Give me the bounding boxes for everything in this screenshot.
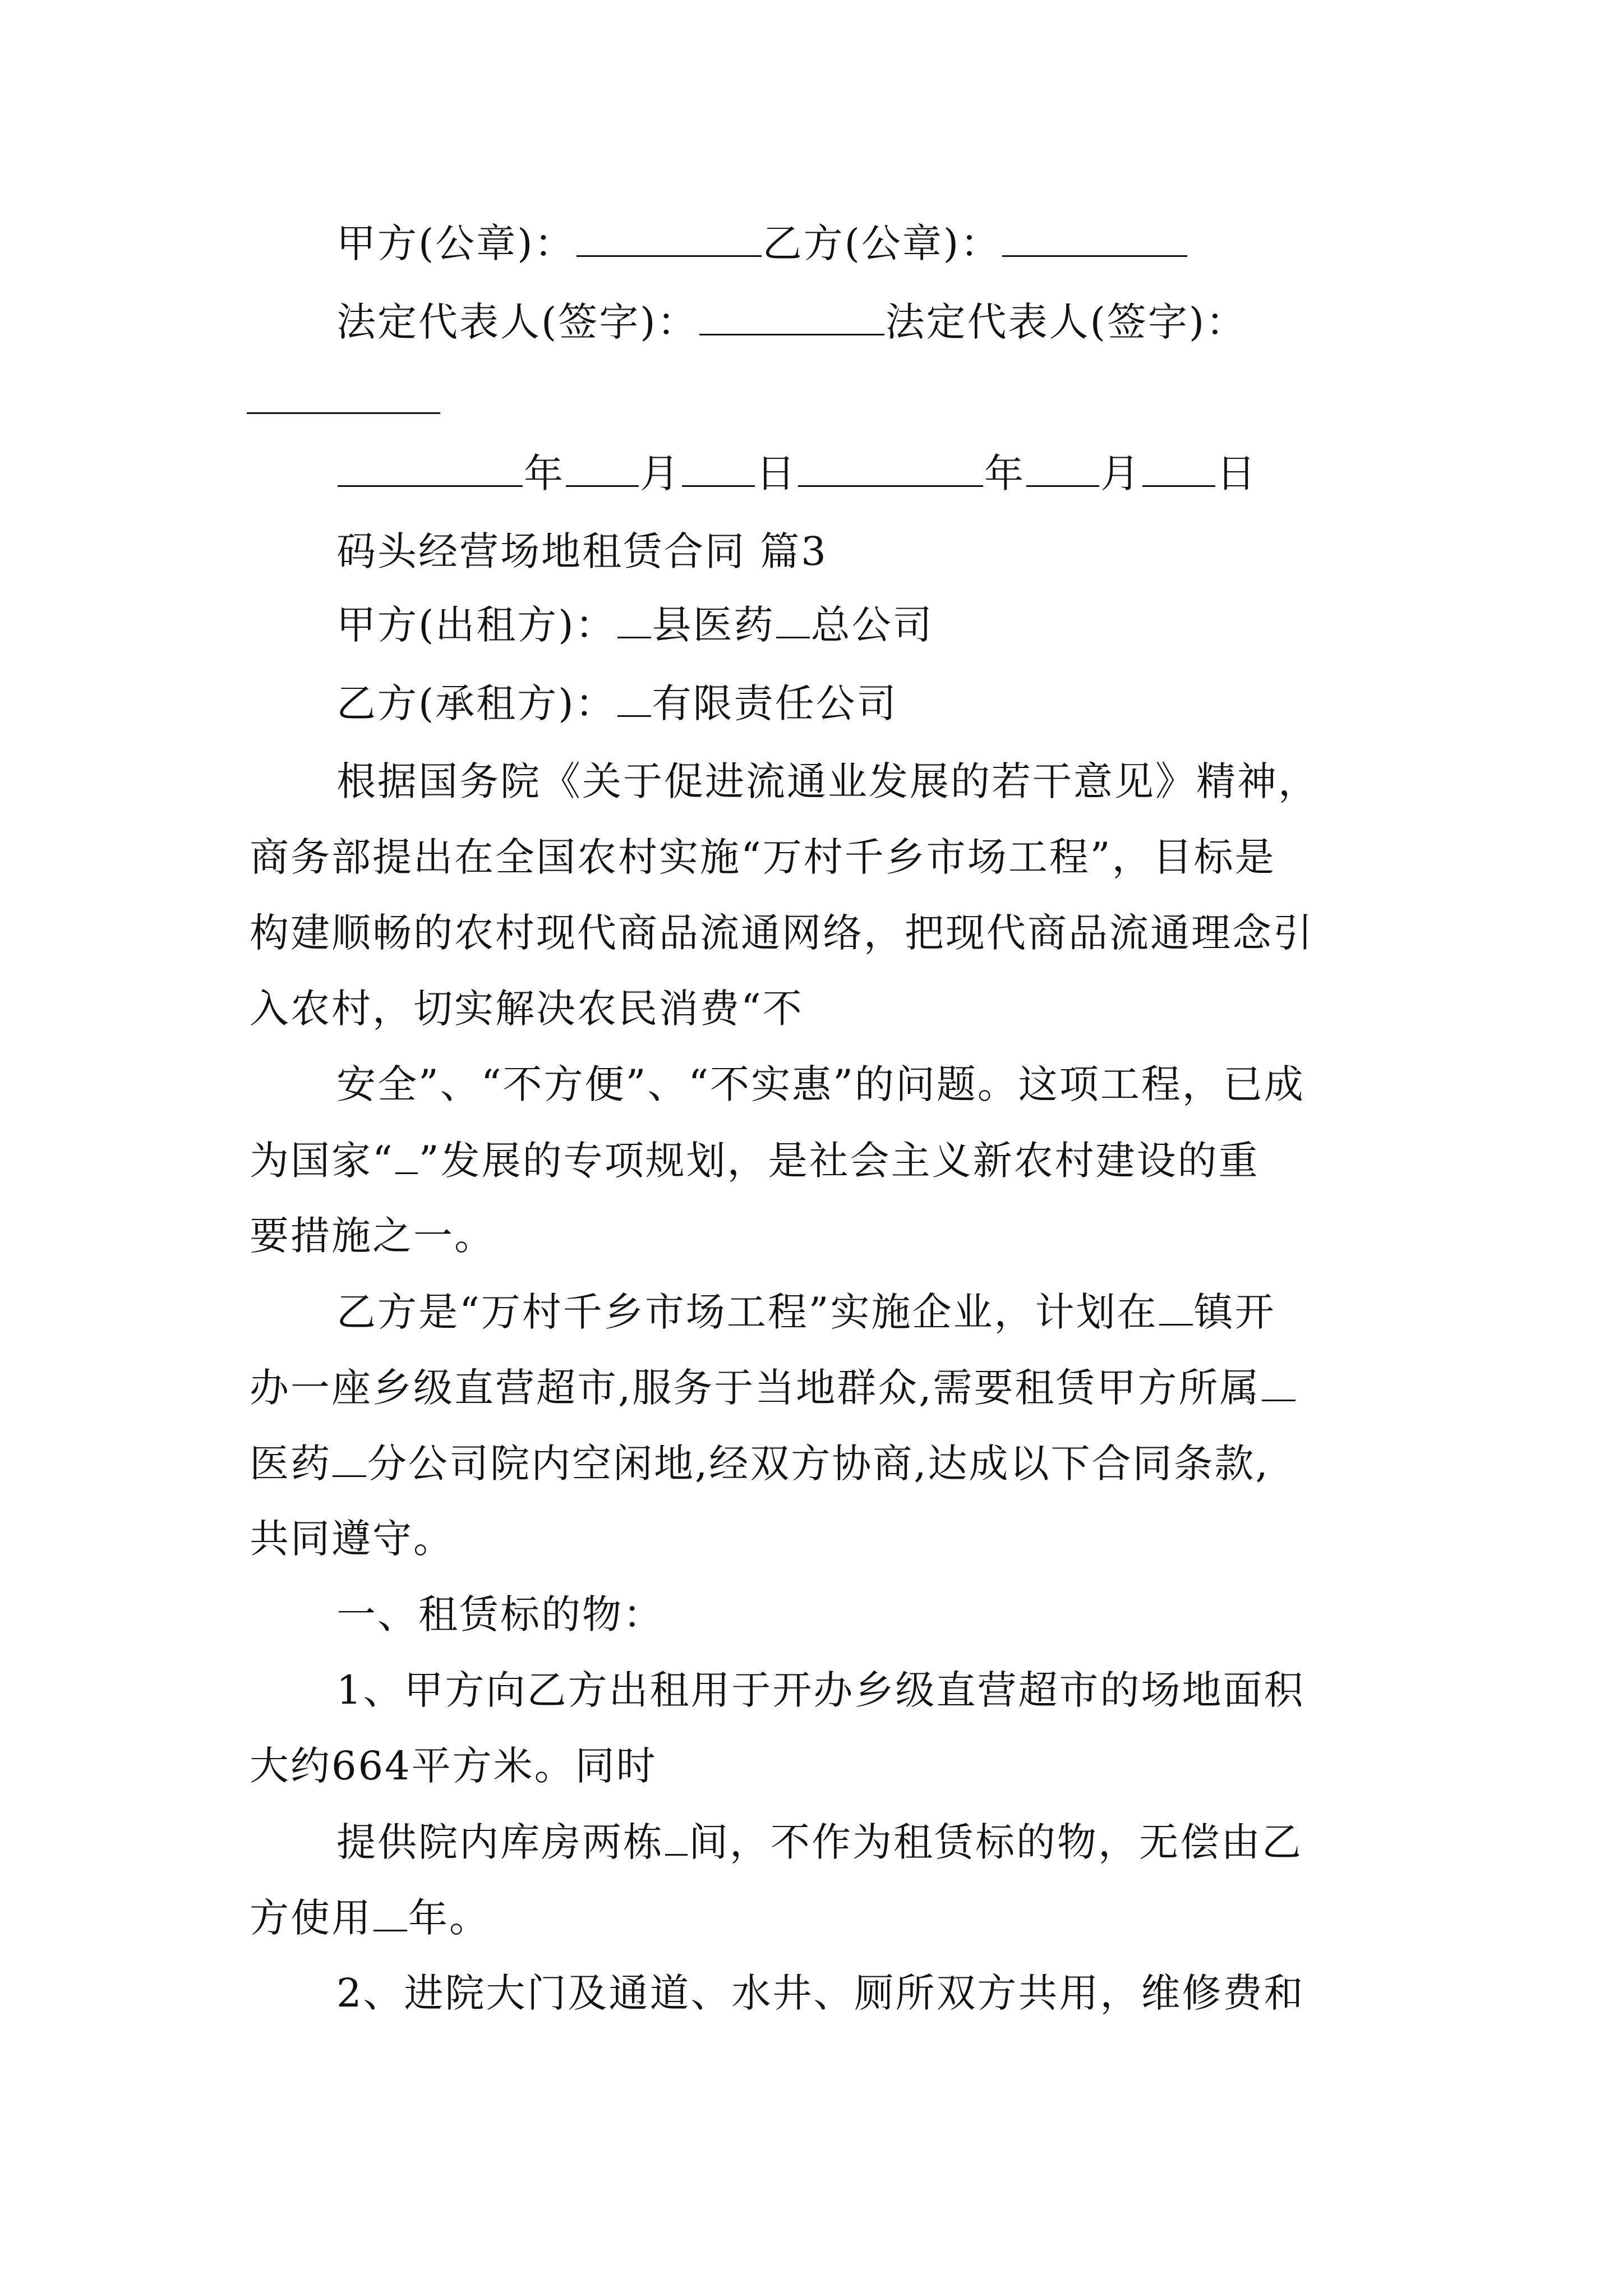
- body-line-6-start: 为国家“: [250, 1138, 394, 1184]
- body-line-3: 构建顺畅的农村现代商品流通网络，把现代商品流通理念引: [250, 910, 1314, 956]
- clause-1-line-4: [250, 1890, 1388, 1945]
- year-a-blank: [338, 446, 523, 487]
- body-line-1: 根据国务院《关于促进流通业发展的若干意见》精神，: [336, 758, 1319, 804]
- seal-line: [336, 216, 1475, 270]
- clause-1-line-3-start: 提供院内库房两栋: [336, 1819, 664, 1865]
- rep-b-blank: [247, 412, 440, 414]
- body-line-9: [250, 1360, 1388, 1415]
- clause-1-line-4-end: 年。: [408, 1895, 490, 1941]
- representative-line: [336, 295, 1475, 349]
- years-blank: [374, 1890, 407, 1931]
- body-line-9-text: 办一座乡级直营超市,服务于当地群众,需要租赁甲方所属: [250, 1365, 1261, 1411]
- lessor-blank-2: [776, 597, 810, 638]
- branch-blank: [333, 1436, 366, 1477]
- party-a-seal-label: 甲方(公章)：: [336, 220, 575, 266]
- town-blank: [1159, 1285, 1193, 1326]
- party-b-seal-label: 乙方(公章)：: [762, 220, 1002, 266]
- rep-a-blank: [699, 295, 884, 335]
- clause-1-line-3-end: 间，不作为租赁标的物，无偿由乙: [689, 1819, 1303, 1865]
- lessor-company: 总公司: [810, 602, 934, 648]
- body-line-10-start: 医药: [250, 1441, 331, 1487]
- body-line-7: 要措施之一。: [250, 1213, 495, 1259]
- day-b-label: 日: [1216, 450, 1257, 496]
- body-line-4: 入农村，切实解决农民消费“不: [250, 986, 804, 1032]
- lessee-name: 有限责任公司: [652, 680, 898, 726]
- body-line-10-end: 分公司院内空闲地,经双方协商,达成以下合同条款,: [367, 1441, 1270, 1487]
- clause-1-line-2: 大约664平方米。同时: [250, 1743, 657, 1789]
- month-a-blank: [566, 446, 639, 487]
- body-line-8: [336, 1285, 1475, 1339]
- year-b-label: 年: [984, 450, 1025, 496]
- year-a-label: 年: [524, 450, 565, 496]
- lessee-label: 乙方(承租方)：: [336, 680, 616, 726]
- lessor-line: [336, 597, 1475, 652]
- rep-b-label: 法定代表人(签字)：: [885, 299, 1247, 345]
- body-line-11: 共同遵守。: [250, 1516, 454, 1562]
- day-b-blank: [1142, 446, 1215, 487]
- party-b-seal-blank: [1002, 216, 1187, 257]
- owner-blank: [1262, 1360, 1295, 1401]
- body-line-10: [250, 1436, 1388, 1490]
- lessee-blank: [617, 676, 651, 717]
- clause-1-line-4-start: 方使用: [250, 1895, 372, 1941]
- clause-heading: 一、租赁标的物：: [336, 1591, 664, 1637]
- clause-1-line-3: [336, 1815, 1475, 1869]
- body-line-8-end: 镇开: [1193, 1289, 1276, 1335]
- lessor-label: 甲方(出租方)：: [336, 602, 616, 648]
- month-a-label: 月: [640, 450, 681, 496]
- body-line-2: 商务部提出在全国农村实施“万村千乡市场工程”，目标是: [250, 834, 1276, 880]
- day-a-blank: [682, 446, 755, 487]
- body-line-6-end: ”发展的专项规划，是社会主义新农村建设的重: [418, 1138, 1260, 1184]
- party-a-seal-blank: [577, 216, 762, 257]
- section-title: 码头经营场地租赁合同 篇3: [336, 528, 828, 574]
- lessor-blank-1: [617, 597, 651, 638]
- month-b-blank: [1026, 446, 1099, 487]
- lessor-county: 县医药: [652, 602, 775, 648]
- clause-2-line-1: 2、进院大门及通道、水井、厕所双方共用，维修费和: [336, 1970, 1305, 2016]
- month-b-label: 月: [1100, 450, 1141, 496]
- warehouse-count-blank: [665, 1815, 688, 1856]
- lessee-line: [336, 676, 1475, 730]
- body-line-6: [250, 1133, 1388, 1188]
- date-line: [336, 446, 1475, 500]
- clause-1-line-1: 1、甲方向乙方出租用于开办乡级直营超市的场地面积: [336, 1667, 1305, 1713]
- rep-a-label: 法定代表人(签字)：: [336, 299, 698, 345]
- day-a-label: 日: [756, 450, 797, 496]
- body-line-8-start: 乙方是“万村千乡市场工程”实施企业，计划在: [336, 1289, 1158, 1335]
- body-line-5: 安全”、“不方便”、“不实惠”的问题。这项工程，已成: [336, 1061, 1305, 1107]
- plan-blank: [395, 1133, 418, 1174]
- year-b-blank: [798, 446, 983, 487]
